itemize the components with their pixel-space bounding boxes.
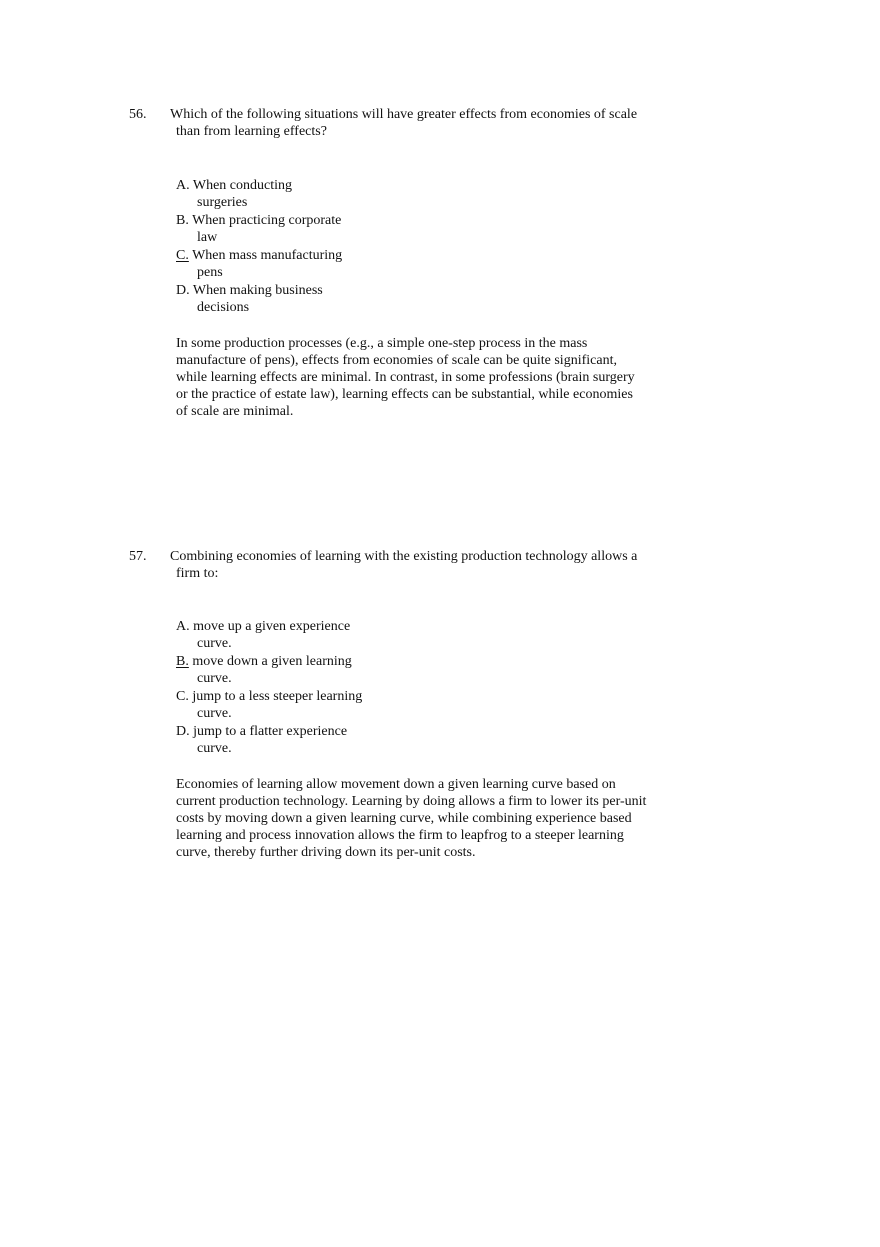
choice-text-continued: curve. [197, 706, 232, 721]
choice-text-continued: curve. [197, 636, 232, 651]
choice-text: When making business [192, 283, 323, 298]
question-text-line-2: than from learning effects? [176, 124, 327, 139]
choice-letter: D. [176, 724, 190, 739]
choice-text: move down a given learning [192, 654, 352, 669]
choice-a[interactable] [176, 177, 376, 211]
correct-choice-letter: C. [176, 248, 189, 263]
explanation-line: Economies of learning allow movement down a given learning curve based on [176, 777, 616, 792]
choice-text-continued: curve. [197, 671, 232, 686]
question-number: 56. [129, 107, 147, 122]
explanation-line: current production technology. Learning by doing allows a firm to lower its per-unit [176, 794, 647, 809]
choice-letter: C. [176, 689, 189, 704]
choice-text: When mass manufacturing [192, 248, 343, 263]
choice-text-continued: surgeries [197, 195, 248, 210]
choice-text: jump to a less steeper learning [192, 689, 363, 704]
explanation [176, 776, 661, 861]
choice-c[interactable] [176, 688, 376, 722]
explanation-line: learning and process innovation allows the firm to leapfrog to a steeper learning [176, 828, 624, 843]
correct-choice-letter: B. [176, 654, 189, 669]
explanation-line: costs by moving down a given learning curve, while combining experience based [176, 811, 632, 826]
choice-c[interactable] [176, 247, 376, 281]
choice-a[interactable] [176, 618, 376, 652]
choice-text-continued: curve. [197, 741, 232, 756]
choice-text-continued: law [197, 230, 218, 245]
choice-text: When conducting [192, 178, 293, 193]
question-text-line-1: Combining economies of learning with the existing production technology allows a [170, 549, 638, 564]
explanation-line: In some production processes (e.g., a simple one-step process in the mass [176, 336, 588, 351]
choice-letter: A. [176, 178, 190, 193]
choice-d[interactable] [176, 282, 376, 316]
question-text [170, 548, 670, 582]
choice-letter: B. [176, 213, 189, 228]
choice-text-continued: pens [197, 265, 223, 280]
choice-letter: A. [176, 619, 190, 634]
question-text-line-1: Which of the following situations will have greater effects from economies of scale [170, 107, 638, 122]
explanation-line: or the practice of estate law), learning effects can be substantial, while economies [176, 387, 633, 402]
choice-text: jump to a flatter experience [193, 724, 348, 739]
explanation-line: of scale are minimal. [176, 404, 294, 419]
choice-d[interactable] [176, 723, 376, 757]
choice-b[interactable] [176, 653, 376, 687]
choice-letter: D. [176, 283, 190, 298]
question-text-line-2: firm to: [176, 566, 219, 581]
explanation [176, 335, 661, 420]
choice-text-continued: decisions [197, 300, 250, 315]
question-number: 57. [129, 549, 147, 564]
explanation-line: manufacture of pens), effects from economies of scale can be quite significant, [176, 353, 617, 368]
explanation-line: curve, thereby further driving down its per-unit costs. [176, 845, 476, 860]
choice-b[interactable] [176, 212, 376, 246]
question-text [170, 106, 670, 140]
choice-text: move up a given experience [193, 619, 351, 634]
choice-text: When practicing corporate [192, 213, 342, 228]
explanation-line: while learning effects are minimal. In contrast, in some professions (brain surgery [176, 370, 635, 385]
